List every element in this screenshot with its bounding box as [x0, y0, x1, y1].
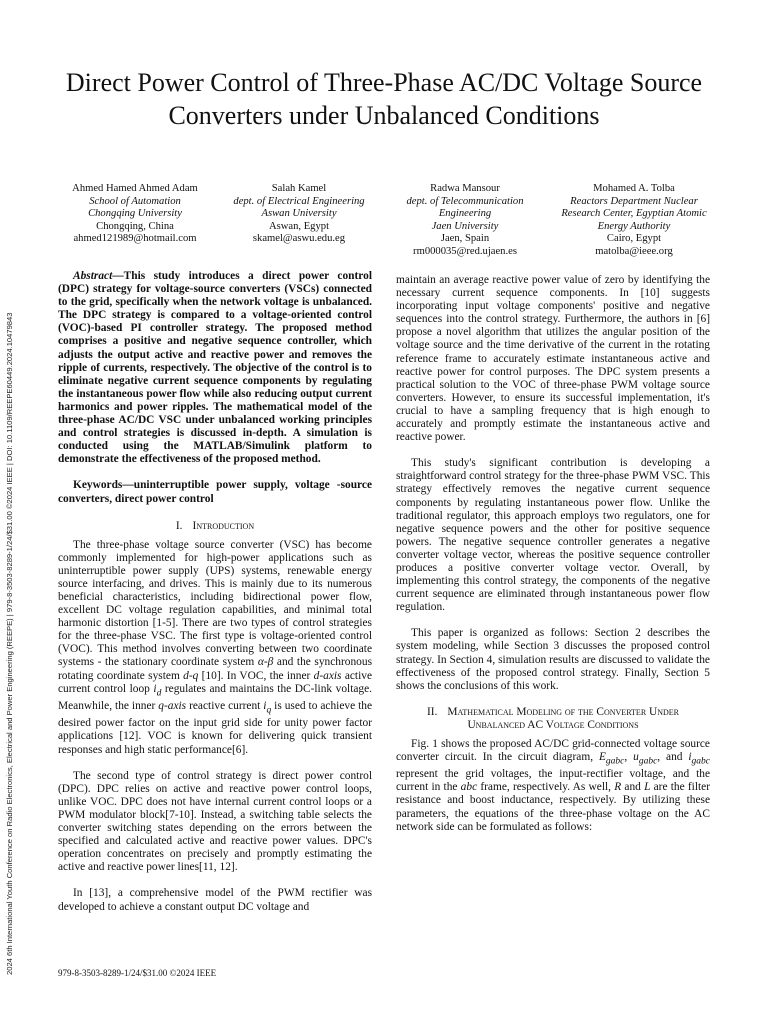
- keywords: Keywords—uninterruptible power supply, voltage -source converters, direct power control: [58, 479, 372, 505]
- text-run: and the synchronous rotating coordinate system: [58, 656, 372, 682]
- author-city: Cairo, Egypt: [606, 233, 662, 245]
- author-organization: Aswan University: [261, 208, 337, 220]
- math-i: i: [153, 682, 157, 695]
- math-subscript: gabc: [691, 756, 710, 767]
- math-i: i: [263, 700, 267, 712]
- text-run: regulates and maintains the DC-link voltage. Meanwhile, the inner: [58, 682, 373, 712]
- author-name: Salah Kamel: [271, 183, 327, 194]
- author-2: [224, 183, 374, 246]
- author-4: [556, 183, 712, 259]
- math-q-axis: q-axis: [158, 700, 187, 712]
- author-3: [390, 183, 540, 259]
- author-name: Ahmed Hamed Ahmed Adam: [72, 183, 198, 194]
- math-subscript: gabc: [605, 756, 625, 767]
- intro-paragraph-3: In [13], a comprehensive model of the PWM rectifier was developed to achieve a constant output DC voltage and: [58, 887, 372, 913]
- math-R: R: [614, 781, 622, 794]
- text-run: The three-phase voltage source converter (VSC) has become commonly implemented for high-power applications such as uninterruptible power supply (UPS) systems, renewable energy source interfacing, and drives. This is mainly due to its numerous beneficial characteristics, including bidirectional power flow, excellent DC voltage regulation capabilities, and minimal total harmonic distortion [1-5]. There are two types of control strategies for the three-phase VSC. The first type is voltage-oriented control (VOC). This method involves converting between two coordinate systems - the stationary coordinate system: [58, 538, 372, 669]
- intro-paragraph-2: The second type of control strategy is direct power control (DPC). DPC relies on active and reactive power control loops, unlike VOC. DPC does not have internal current control loops or a PWM modulator block[7-10]. Instead, a switching table selects the converter switching states depending on the errors between the specified and calculated active and reactive power values. DPC's operation concentrates on precisely and promptly estimating the active and reactive power lines[11, 12].: [58, 769, 372, 874]
- section-title-line-2: Unbalanced AC Voltage Conditions: [467, 718, 639, 731]
- text-run: Fig. 1 shows the proposed AC/DC grid-connected voltage source converter circuit. In the circuit diagram,: [396, 737, 710, 763]
- author-organization: Jaen University: [431, 220, 499, 232]
- section-heading-modeling: [396, 706, 710, 732]
- author-affiliation: dept. of Telecommunication Engineering: [406, 195, 524, 220]
- section-number: II.: [426, 705, 438, 718]
- author-email[interactable]: matolba@ieee.org: [595, 245, 673, 257]
- text-run: is used to achieve the desired power factor on the input grid side for unity power factor applications [12]. VOC is known for delivering quick transient responses and high static performance[6].: [58, 700, 372, 756]
- text-run: active current control loop: [58, 669, 373, 695]
- right-paragraph-1: maintain an average reactive power value of zero by identifying the necessary current sequence components. In [10] suggests incorporating input voltage components' positive and negative sequences into the control strategy. Furthermore, the authors in [6] propose a novel algorithm that utilizes the angular position of the voltage source and the time derivative of the current in the rotating reference frame to accurately estimate instantaneous active and reactive power for control purposes. The DPC system presents a practical solution to the VOC of three-phase PWM voltage source converters. However, to ensure its successful implementation, it's crucial to have a sampling frequency that is high enough to accurately and promptly estimate the instantaneous active and reactive power.: [396, 274, 710, 444]
- math-subscript: d: [156, 687, 162, 698]
- math-abc: abc: [460, 781, 478, 794]
- paper-title: Direct Power Control of Three-Phase AC/DC Voltage Source Converters under Unbalanced Conditions: [65, 68, 703, 130]
- author-affiliation: Reactors Department Nuclear Research Center, Egyptian Atomic Energy Authority: [561, 195, 707, 232]
- math-d-q: d-q: [183, 669, 199, 682]
- section-number: I.: [175, 519, 183, 532]
- abstract: [58, 270, 372, 466]
- text-run: reactive current: [186, 700, 264, 712]
- author-name: Mohamed A. Tolba: [593, 183, 675, 194]
- author-email[interactable]: rm000035@red.ujaen.es: [413, 245, 517, 257]
- math-L: L: [644, 781, 651, 794]
- intro-paragraph-1: [58, 539, 372, 757]
- page-footer: 979-8-3503-8289-1/24/$31.00 ©2024 IEEE: [58, 968, 217, 978]
- math-d-axis: d-axis: [313, 669, 342, 682]
- math-subscript: gabc: [638, 756, 658, 767]
- math-alpha-beta: α-β: [257, 656, 274, 669]
- abstract-lead: Abstract: [73, 270, 113, 282]
- side-strip-text: 2024 6th International Youth Conference on Radio Electronics, Electrical and Power Engineering (REEPE) | 979-8-3503-8289-1/24/$31.00 ©2024 IEEE | DOI: 10.1109/REEPE60449.2024.10479843: [5, 312, 14, 975]
- right-paragraph-2: This study's significant contribution is developing a straightforward control strategy for the three-phase PWM VSC. This strategy effectively removes the negative current sequence components by regulating instantaneous power flow. Unlike the traditional regulator, this approach employs two regulators, one for negative sequence powers and the other for positive sequence powers. The negative sequence controller generates a negative converter voltage vector, whereas the positive sequence controller produces a positive converter voltage vector. Overall, by implementing this control strategy, the components of the negative current sequence are eliminated through instantaneous power flow regulation.: [396, 457, 710, 614]
- text-run: [10]. In VOC, the inner: [198, 669, 314, 682]
- text-run: represent the grid voltages, the input-rectifier voltage, and the current in the: [396, 768, 710, 794]
- author-name: Radwa Mansour: [430, 183, 500, 194]
- author-1: [56, 183, 214, 246]
- author-organization: Chongqing University: [88, 208, 182, 220]
- text-run: and: [621, 781, 645, 794]
- author-city: Chongqing, China: [96, 220, 174, 232]
- math-subscript: q: [266, 705, 272, 716]
- right-paragraph-3: This paper is organized as follows: Section 2 describes the system modeling, while Section 3 discusses the proposed control strategy. In Section 4, simulation results are discussed to validate the effectiveness of the proposed control strategy. Finally, Section 5 shows the conclusions of this work.: [396, 627, 710, 692]
- text-run: frame, respectively. As well,: [477, 781, 615, 794]
- text-run: are the filter resistance and boost inductance, respectively. By utilizing these parameters, the equations of the three-phase voltage on the AC network side can be formulated as follows:: [396, 781, 710, 833]
- author-affiliation: School of Automation: [89, 195, 181, 207]
- left-column: [58, 270, 372, 927]
- math-i: i: [688, 750, 692, 763]
- right-column: [396, 274, 710, 847]
- section-heading-introduction: [58, 520, 372, 533]
- author-city: Jaen, Spain: [440, 233, 490, 245]
- side-strip: [2, 185, 16, 975]
- modeling-paragraph-1: Fig. 1 shows the proposed AC/DC grid-connected voltage source converter circuit. In the circuit diagram, $E_{gabc}$, $u_{gabc}$, and $i_{gabc}$ represent the grid voltages, the input-rectifier voltage, and the current in the abc frame, respectively. As well, R and L are the filter resistance and boost inductance, respectively. By utilizing these parameters, the equations of the three-phase voltage on the AC network side can be formulated as follows:: [396, 737, 710, 833]
- abstract-text: —This study introduces a direct power control (DPC) strategy for voltage-source converters (VSCs) connected to the grid, specifically when the network voltage is unbalanced. The DPC strategy is compared to a voltage-oriented control (VOC)-based PI controller strategy. The proposed method comprises a positive and negative sequence controller, which adjusts the output active and reactive power and removes the ripple of currents, respectively. The objective of the control is to eliminate negative current sequence components by regulating the instantaneous power flow while also reducing output current harmonics and power ripples. The mathematical model of the three-phase AC/DC VSC under unbalanced working principles and control strategies is discussed in-depth. A simulation is conducted using the MATLAB/Simulink platform to demonstrate the effectiveness of the proposed method.: [58, 270, 372, 466]
- author-email[interactable]: ahmed121989@hotmail.com: [73, 233, 197, 245]
- section-title: Introduction: [192, 519, 255, 532]
- author-affiliation: dept. of Electrical Engineering: [233, 195, 365, 207]
- math-u: u: [633, 750, 639, 763]
- author-city: Aswan, Egypt: [268, 220, 330, 232]
- author-email[interactable]: skamel@aswu.edu.eg: [252, 233, 346, 245]
- section-title-line-1: Mathematical Modeling of the Converter Under: [447, 705, 680, 718]
- math-E: E: [598, 750, 606, 763]
